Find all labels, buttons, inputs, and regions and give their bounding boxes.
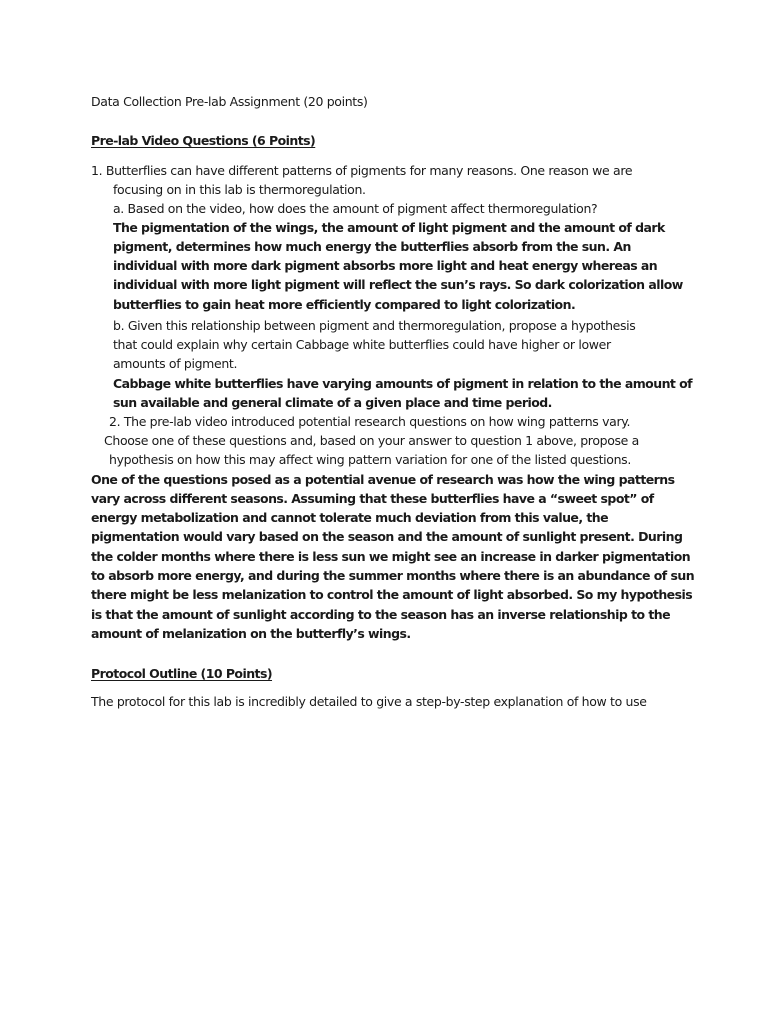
answer-2-line-2: vary across different seasons. Assuming that these butterflies have a “sweet spot” of [91,491,654,506]
question-1b-line-3: amounts of pigment. [113,356,238,371]
answer-2-line-8: is that the amount of sunlight according to the season has an inverse relationship to the [91,607,671,622]
answer-2-line-1: One of the questions posed as a potential avenue of research was how the wing patterns [91,472,675,487]
answer-2-line-6: to absorb more energy, and during the summer months where there is an abundance of sun [91,568,695,583]
answer-2-line-3: energy metabolization and cannot tolerate much deviation from this value, the [91,510,609,525]
answer-1a-line-5: butterflies to gain heat more efficiently compared to light colorization. [113,297,576,312]
answer-2-line-7: there might be less melanization to control the amount of light absorbed. So my hypothesis [91,587,693,602]
section-heading-video-questions: Pre-lab Video Questions (6 Points) [91,133,316,148]
question-1-line-1: 1. Butterflies can have different patterns of pigments for many reasons. One reason we are [91,163,633,178]
answer-2-line-4: pigmentation would vary based on the season and the amount of sunlight present. During [91,529,683,544]
protocol-intro-text: The protocol for this lab is incredibly detailed to give a step-by-step explanation of how to use [91,694,647,709]
question-2-line-3: hypothesis on how this may affect wing pattern variation for one of the listed questions. [109,452,631,467]
answer-2-line-5: the colder months where there is less sun we might see an increase in darker pigmentation [91,549,691,564]
question-1b-line-1: b. Given this relationship between pigment and thermoregulation, propose a hypothesis [113,318,636,333]
section-heading-protocol-outline: Protocol Outline (10 Points) [91,666,273,681]
question-2-line-2: Choose one of these questions and, based on your answer to question 1 above, propose a [104,433,639,448]
question-1a: a. Based on the video, how does the amount of pigment affect thermoregulation? [113,201,598,216]
answer-1a-line-3: individual with more dark pigment absorbs more light and heat energy whereas an [113,258,658,273]
answer-1b-line-1: Cabbage white butterflies have varying amounts of pigment in relation to the amount of [113,376,693,391]
question-2-line-1: 2. The pre-lab video introduced potential research questions on how wing patterns vary. [109,414,631,429]
question-1b-line-2: that could explain why certain Cabbage white butterflies could have higher or lower [113,337,611,352]
answer-1a-line-4: individual with more light pigment will reflect the sun’s rays. So dark colorization allow [113,277,683,292]
answer-1b-line-2: sun available and general climate of a given place and time period. [113,395,552,410]
answer-1a-line-2: pigment, determines how much energy the butterflies absorb from the sun. An [113,239,631,254]
answer-2-line-9: amount of melanization on the butterfly’s wings. [91,626,411,641]
question-1-line-2: focusing on in this lab is thermoregulation. [113,182,366,197]
answer-1a-line-1: The pigmentation of the wings, the amount of light pigment and the amount of dark [113,220,665,235]
document-title: Data Collection Pre-lab Assignment (20 points) [91,94,368,109]
